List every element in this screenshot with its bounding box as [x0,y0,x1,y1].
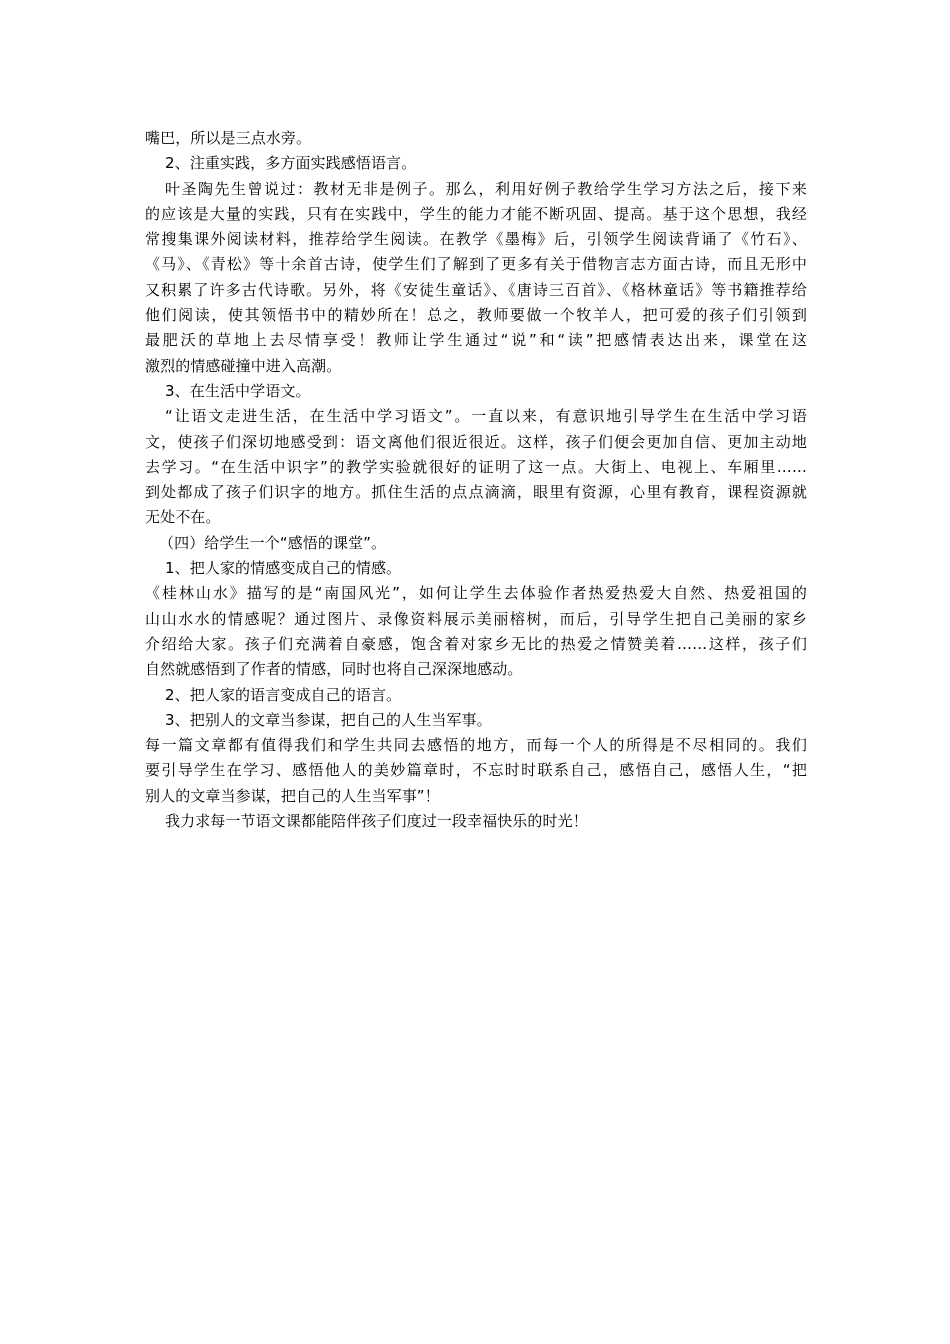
text-line: 要引导学生在学习、感悟他人的美妙篇章时，不忘时时联系自己，感悟自己，感悟人生，“把 [145,761,807,780]
text-line: 常搜集课外阅读材料，推荐给学生阅读。在教学《墨梅》后，引领学生阅读背诵了《竹石》、 [145,230,807,249]
text-line: 又积累了许多古代诗歌。另外，将《安徒生童话》、《唐诗三百首》、《格林童话》等书籍推荐给 [145,280,807,299]
text-line: 文，使孩子们深切地感受到：语文离他们很近很近。这样，孩子们便会更加自信、更加主动地 [145,432,807,451]
section-heading: 3、把别人的文章当参谋，把自己的人生当军事。 [165,710,492,729]
text-line: 自然就感悟到了作者的情感，同时也将自己深深地感动。 [145,660,523,679]
text-line: 无处不在。 [145,508,221,527]
text-line: 每一篇文章都有值得我们和学生共同去感悟的地方，而每一个人的所得是不尽相同的。我们 [145,736,807,755]
text-line: 到处都成了孩子们识字的地方。抓住生活的点点滴滴，眼里有资源，心里有教育，课程资源就 [145,483,807,502]
text-line: 《马》、《青松》等十余首古诗，使学生们了解到了更多有关于借物言志方面古诗，而且无形中 [145,255,807,274]
text-line: 我力求每一节语文课都能陪伴孩子们度过一段幸福快乐的时光！ [165,812,588,831]
text-line: 《桂林山水》描写的是“南国风光”，如何让学生去体验作者热爱热爱大自然、热爱祖国的 [145,584,807,603]
section-heading: （四）给学生一个“感悟的课堂”。 [159,533,387,552]
text-line: 去学习。“在生活中识字”的教学实验就很好的证明了这一点。大街上、电视上、车厢里…… [145,457,807,476]
text-line: 嘴巴，所以是三点水旁。 [145,129,312,147]
text-line: 叶圣陶先生曾说过：教材无非是例子。那么，利用好例子教给学生学习方法之后，接下来 [165,179,807,198]
text-line: 最肥沃的草地上去尽情享受！教师让学生通过“说”和“读”把感情表达出来，课堂在这 [145,331,807,350]
text-line: 别人的文章当参谋，把自己的人生当军事”！ [145,786,440,805]
section-heading: 2、注重实践，多方面实践感悟语言。 [165,154,417,173]
text-line: 的应该是大量的实践，只有在实践中，学生的能力才能不断巩固、提高。基于这个思想，我经 [145,204,807,223]
text-line: 他们阅读，使其领悟书中的精妙所在！总之，教师要做一个牧羊人，把可爱的孩子们引领到 [145,306,807,325]
text-line: 激烈的情感碰撞中进入高潮。 [145,356,342,375]
section-heading: 3、在生活中学语文。 [165,381,311,400]
document-body [145,126,807,834]
text-line: “让语文走进生活，在生活中学习语文”。一直以来，有意识地引导学生在生活中学习语 [165,407,807,426]
section-heading: 1、把人家的情感变成自己的情感。 [165,559,402,578]
text-line: 山山水水的情感呢？通过图片、录像资料展示美丽榕树，而后，引导学生把自己美丽的家乡 [145,609,807,628]
text-line: 介绍给大家。孩子们充满着自豪感，饱含着对家乡无比的热爱之情赞美着……这样，孩子们 [145,634,807,653]
section-heading: 2、把人家的语言变成自己的语言。 [165,685,402,704]
